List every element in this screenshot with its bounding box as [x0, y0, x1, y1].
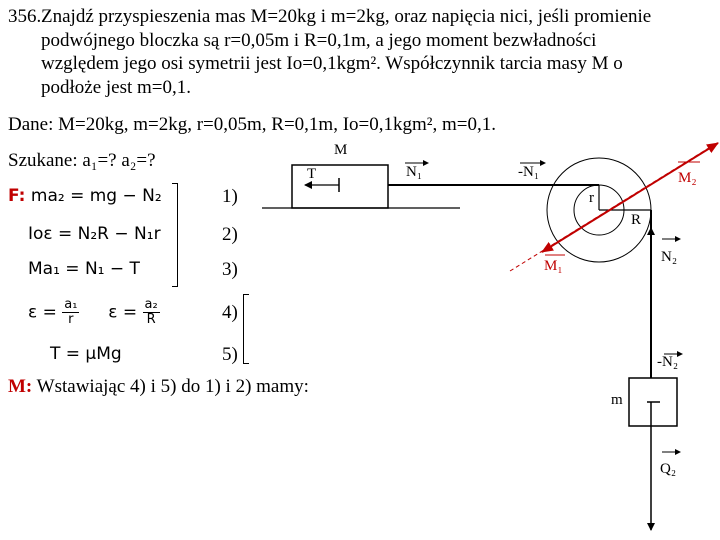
- equation-3: Ma₁ = N₁ − T: [28, 259, 140, 279]
- label-M2: M₂: [678, 170, 697, 186]
- equation-1-prefix: F:: [8, 186, 26, 206]
- M1-arrow: [542, 208, 613, 252]
- problem-line-1: Znajdź przyspieszenia mas M=20kg i m=2kg, oraz napięcia nici, jeśli promienie: [41, 6, 652, 27]
- problem-line-4: podłoże jest m=0,1.: [41, 77, 192, 98]
- label-Q2: Q₂: [660, 461, 677, 477]
- conclusion-prefix: M:: [8, 376, 33, 397]
- label-M: M: [334, 142, 348, 158]
- problem-line-2: podwójnego bloczka są r=0,05m i R=0,1m, a jego moment bezwładności: [41, 30, 597, 51]
- eq4-lhs-2: ε =: [108, 302, 138, 323]
- fraction-a1-numerator: a₁: [64, 297, 78, 312]
- problem-line-3: względem jego osi symetrii jest Io=0,1kgm². Współczynnik tarcia masy M o: [41, 53, 623, 74]
- label-T: T: [307, 166, 317, 182]
- label-N1: N₁: [406, 164, 423, 180]
- label-negN2: -N₂: [657, 354, 679, 370]
- equation-1-text: ma₂ = mg − N₂: [30, 186, 162, 206]
- equation-2: Ioε = N₂R − N₁r: [28, 224, 161, 244]
- label-M1: M₁: [544, 258, 563, 274]
- M2-arrow: [613, 143, 718, 208]
- equation-1-number: 1): [222, 186, 238, 207]
- fraction-a2-denominator: R: [146, 312, 156, 327]
- fraction-a2-numerator: a₂: [144, 297, 158, 312]
- label-R: R: [631, 212, 642, 228]
- equation-5-number: 5): [222, 344, 238, 365]
- equation-2-number: 2): [222, 224, 238, 245]
- given-data: Dane: M=20kg, m=2kg, r=0,05m, R=0,1m, Io=0,1kgm², m=0,1.: [8, 114, 496, 135]
- equation-3-number: 3): [222, 259, 238, 280]
- label-negN1: -N₁: [518, 164, 540, 180]
- equation-4-number: 4): [222, 302, 238, 323]
- eq4-lhs-1: ε =: [28, 302, 57, 323]
- fraction-a1-denominator: r: [68, 312, 74, 327]
- equation-5: T = μMg: [50, 344, 122, 364]
- label-m: m: [611, 392, 623, 408]
- label-N2: N₂: [661, 249, 678, 265]
- conclusion-text: Wstawiając 4) i 5) do 1) i 2) mamy:: [32, 376, 309, 397]
- sought-data: Szukane: a₁=? a₂=?: [8, 150, 156, 171]
- label-r: r: [589, 190, 594, 206]
- problem-number: 356.: [8, 6, 42, 27]
